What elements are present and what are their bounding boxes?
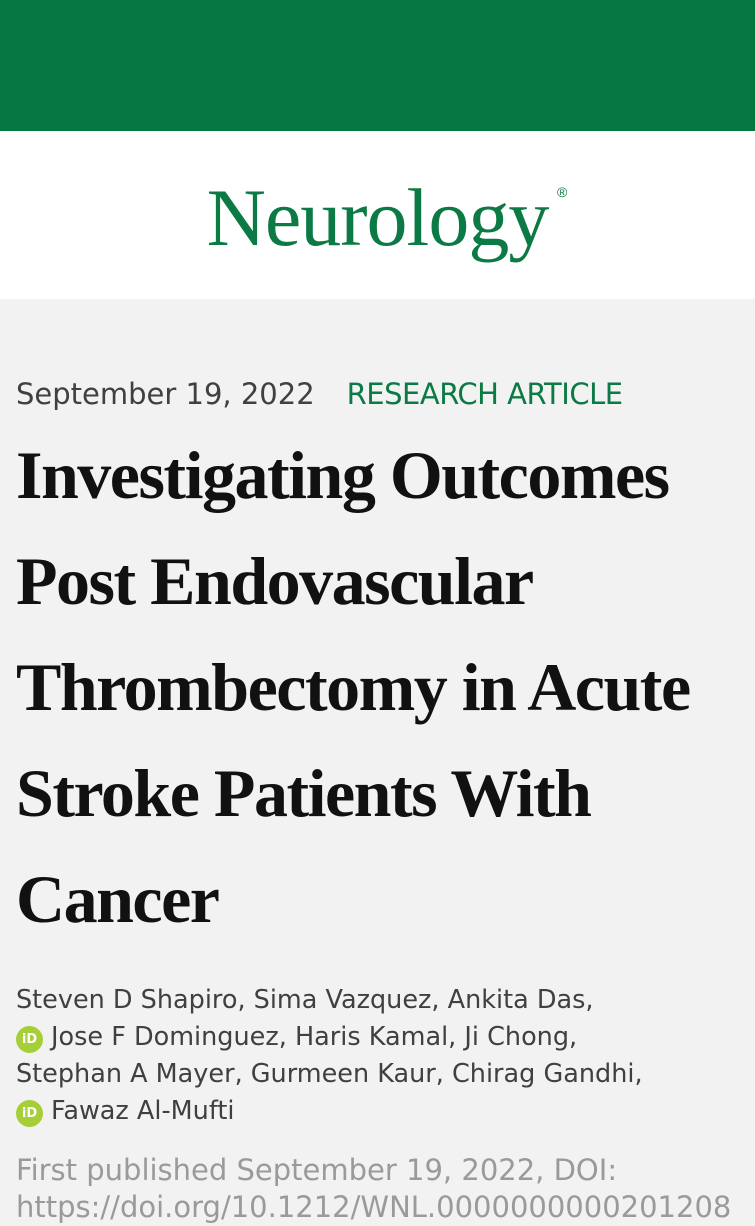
registered-mark: ®	[557, 184, 567, 200]
author-link[interactable]: Haris Kamal	[294, 1022, 449, 1052]
journal-logo[interactable]	[206, 172, 567, 263]
title-line: Cancer	[16, 861, 219, 937]
title-line: Investigating Outcomes	[16, 437, 669, 513]
header	[0, 131, 755, 299]
first-published: First published September 19, 2022, DOI:	[16, 1153, 618, 1187]
author-link[interactable]: Stephan A Mayer	[16, 1059, 235, 1089]
author-link[interactable]: Steven D Shapiro	[16, 985, 238, 1015]
author-line: iD Jose F Dominguez, Haris Kamal, Ji Chong,	[16, 1019, 739, 1056]
title-line: Thrombectomy in Acute	[16, 649, 690, 725]
author-link[interactable]: Gurmeen Kaur	[250, 1059, 436, 1089]
author-link[interactable]: Fawaz Al-Mufti	[51, 1096, 235, 1126]
article-title	[16, 422, 739, 952]
author-link[interactable]: Sima Vazquez	[253, 985, 432, 1015]
title-line: Stroke Patients With	[16, 755, 591, 831]
publication-date: September 19, 2022	[16, 377, 315, 411]
author-link[interactable]: Ji Chong	[464, 1022, 570, 1052]
article-meta	[16, 374, 739, 414]
article-header	[0, 299, 755, 1226]
author-link[interactable]: Ankita Das	[447, 985, 586, 1015]
author-link[interactable]: Jose F Dominguez	[51, 1022, 279, 1052]
orcid-icon[interactable]: iD	[16, 1026, 43, 1053]
doi-link[interactable]: https://doi.org/10.1212/WNL.0000000000201208	[16, 1190, 732, 1224]
journal-logo-text: Neurology	[206, 172, 549, 263]
author-line	[16, 1093, 739, 1130]
publication-info	[16, 1152, 739, 1226]
author-link[interactable]: Chirag Gandhi	[452, 1059, 635, 1089]
article-type: RESEARCH ARTICLE	[346, 377, 623, 411]
orcid-icon[interactable]: iD	[16, 1100, 43, 1127]
title-line: Post Endovascular	[16, 543, 533, 619]
top-bar	[0, 0, 755, 131]
author-list	[16, 982, 739, 1130]
author-line: Stephan A Mayer, Gurmeen Kaur, Chirag Gandhi,	[16, 1059, 643, 1089]
author-line: Steven D Shapiro, Sima Vazquez, Ankita Das,	[16, 985, 594, 1015]
